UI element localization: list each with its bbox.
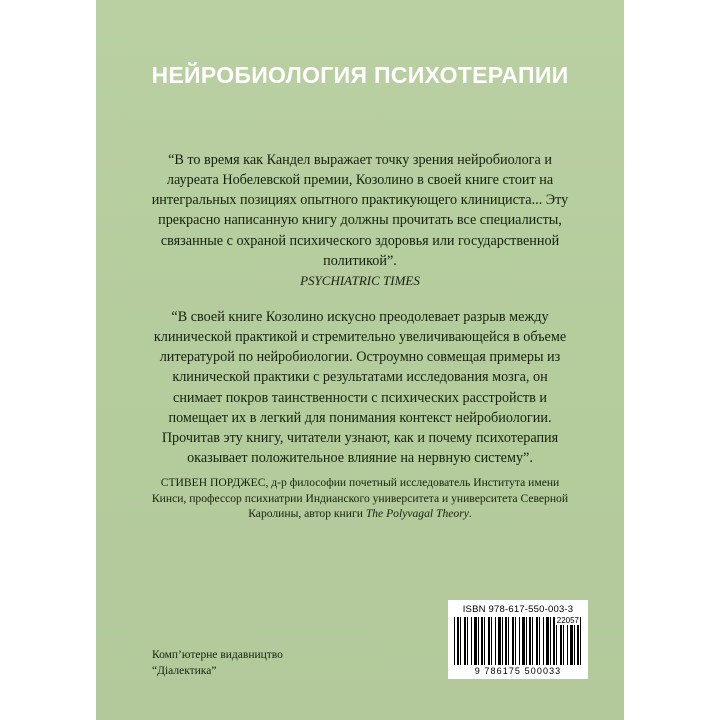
publisher-line-2: “Діалектика”	[152, 664, 217, 677]
quotes-container	[148, 150, 572, 540]
attribution-book-title: The Polyvagal Theory	[365, 507, 469, 521]
barcode-block	[448, 600, 588, 679]
quote-source: PSYCHIATRIC TIMES	[300, 272, 420, 288]
isbn-text: ISBN 978-617-550-003-3	[462, 604, 574, 615]
book-back-cover	[96, 0, 624, 720]
attribution-name: СТИВЕН ПОРДЖЕС	[160, 476, 266, 490]
quote-block-2	[148, 307, 572, 522]
page-title: НЕЙРОБИОЛОГИЯ ПСИХОТЕРАПИИ	[151, 62, 569, 88]
publisher-line-1: Комп’ютерне видавництво	[152, 649, 283, 661]
quote-attribution	[148, 475, 572, 522]
attribution-end: .	[468, 507, 472, 521]
attribution-role: , д-р философии почетный исследователь Института имени Кинси, профессор психиатрии Индианского университета и университета Северной Каролины, автор книги	[151, 476, 569, 521]
quote-text: “В то время как Кандел выражает точку зрения нейробиолога и лауреата Нобелевской премии, Козолино в своей книге стоит на интегральных позициях опытного практикующего клинициста... Эту прекрасно написанную книгу должны прочитать все специалисты, связанные с охраной психического здоровья или государственной политикой”.	[151, 152, 569, 269]
barcode-top-digits: 22057	[556, 616, 579, 625]
barcode-bars	[454, 617, 582, 665]
quote-block-1	[148, 150, 572, 289]
quote-text: “В своей книге Козолино искусно преодолевает разрыв между клинической практикой и стремительно увеличивающейся в объеме литературой по нейробиологии. Остроумно совмещая примеры из клинической практики с результатами исследования мозга, он снимает покров таинственности с психических расстройств и помещает их в легкий для понимания контекст нейробиологии. Прочитав эту книгу, читатели узнают, как и почему психотерапия оказывает положительное влияние на нервную систему”.	[153, 308, 567, 467]
publisher-imprint	[152, 648, 352, 679]
barcode-bottom-digits: 9 786175 500033	[474, 666, 562, 676]
